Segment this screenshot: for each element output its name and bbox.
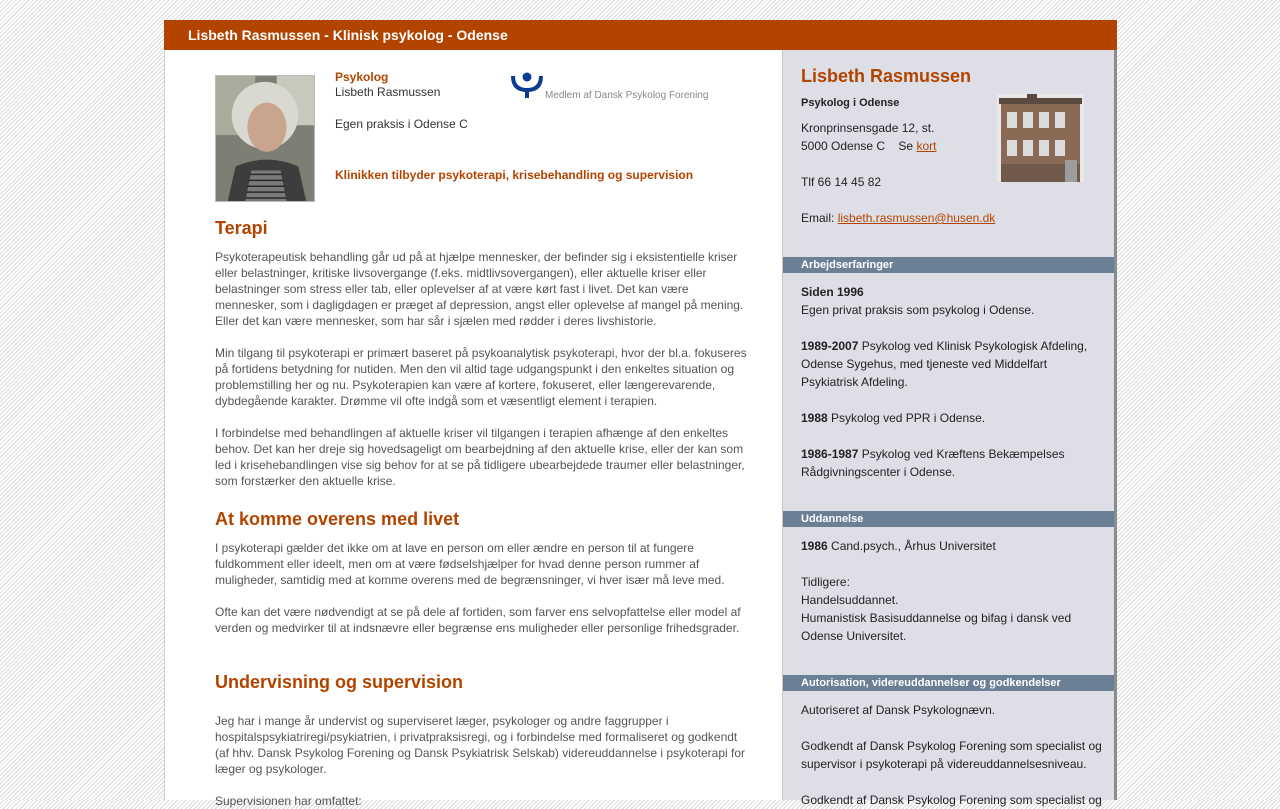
sidebar <box>782 50 1115 807</box>
address-line-1: Kronprinsensgade 12, st. <box>801 121 935 135</box>
terapi-paragraph-2: Min tilgang til psykoterapi er primært baseret på psykoanalytisk psykoterapi, hvor der bl.a. fokuseres på fortidens betydning for nutiden. Men den vil altid tage udgangspunkt i den enkeltes situation og problemstilling her og nu. Psykoterapien kan være af kortere, fokuseret, eller længerevarende, dybdegående karakter. Drømme vil ofte indgå som et væsentligt element i terapien. <box>215 346 747 408</box>
experience-year: Siden 1996 <box>801 285 864 299</box>
address-postcode: 5000 Odense C <box>801 139 886 153</box>
experience-item <box>801 337 1101 391</box>
experience-item <box>801 283 1101 319</box>
education-previous <box>801 573 1101 645</box>
site-title: Lisbeth Rasmussen - Klinisk psykolog - Odense <box>188 27 508 43</box>
education-previous-1: Handelsuddannet. <box>801 593 899 607</box>
experience-text: Egen privat praksis som psykolog i Odense. <box>801 303 1035 317</box>
terapi-paragraph-1: Psykoterapeutisk behandling går ud på at hjælpe mennesker, der befinder sig i eksistentielle kriser eller belastninger, kritiske livsovergange (f.eks. midtlivsovergangen), eller aktuelle kriser eller belastninger som stress eller tab, eller oplevelser af at være kørt fast i livet. Det kan være mennesker, som i dagligdagen er præget af depression, angst eller oplevelse af mangel på mening. Eller det kan være mennesker, som har sår i sjælen med rødder i deres livshistorie. <box>215 250 744 328</box>
undervisning-paragraph-1: Jeg har i mange år undervist og superviseret læger, psykologer og andre faggrupper i hospitalspsykiatriregi/psykiatrien, i privatpraksisregi, og i forbindelse med formaliseret og godkendt (af hhv. Dansk Psykolog Forening og Dansk Psykiatrisk Selskab) videreuddannelse i psykoterapi for læger og psykologer. <box>215 714 746 776</box>
heading-terapi: Terapi <box>215 218 268 238</box>
intro-role: Psykolog <box>335 70 389 84</box>
main-content <box>164 50 782 808</box>
tagline: Klinikken tilbyder psykoterapi, krisebehandling og supervision <box>335 168 694 182</box>
intro-name: Lisbeth Rasmussen <box>335 85 441 99</box>
sidebar-subtitle: Psykolog i Odense <box>801 97 900 109</box>
header-bar <box>164 20 1117 50</box>
heading-livet: At komme overens med livet <box>215 509 460 529</box>
experience-year: 1986-1987 <box>801 447 859 461</box>
map-link[interactable]: kort <box>916 139 937 153</box>
undervisning-paragraph-2: Supervisionen har omfattet: <box>215 794 362 808</box>
address-line-2 <box>801 137 936 155</box>
education-previous-2: Humanistisk Basisuddannelse og bifag i dansk ved Odense Universitet. <box>801 611 1072 643</box>
sidebar-name: Lisbeth Rasmussen <box>801 66 972 86</box>
authorisation-1: Autoriseret af Dansk Psykolognævn. <box>801 703 996 717</box>
education-year: 1986 <box>801 539 828 553</box>
experience-title: Arbejdserfaringer <box>801 259 894 271</box>
livet-paragraph-1: I psykoterapi gælder det ikke om at lave en person om eller ændre en person til at fungere fuldkomment eller ideelt, men om at være fødselshjælper for hvad denne person rummer af muligheder, samtidig med at komme overens med de begrænsninger, vi hver især må leve med. <box>215 541 725 587</box>
authorisation-2: Godkendt af Dansk Psykolog Forening som specialist og supervisor i psykoterapi på videreuddannelsesniveau. <box>801 739 1102 771</box>
email-line <box>801 209 995 227</box>
sidebar-shadow <box>1114 50 1117 800</box>
education-previous-label: Tidligere: <box>801 575 850 589</box>
experience-item <box>801 409 1101 427</box>
email-label: Email: <box>801 211 835 225</box>
authorisation-3: Godkendt af Dansk Psykolog Forening som specialist og <box>801 793 1102 807</box>
experience-text: Psykolog ved PPR i Odense. <box>831 411 986 425</box>
section-bar-education <box>783 511 1115 527</box>
experience-item <box>801 445 1101 481</box>
member-text: Medlem af Dansk Psykolog Forening <box>545 90 709 101</box>
phone: Tlf 66 14 45 82 <box>801 175 882 189</box>
intro-practice: Egen praksis i Odense C <box>335 117 468 131</box>
experience-year: 1989-2007 <box>801 339 859 353</box>
experience-text: Psykolog ved Kræftens Bekæmpelses Rådgivningscenter i Odense. <box>801 447 1065 479</box>
education-title: Uddannelse <box>801 513 864 525</box>
terapi-paragraph-3: I forbindelse med behandlingen af aktuelle kriser vil tilgangen i terapien afhænge af den enkeltes behov. Det kan her dreje sig hovedsageligt om bearbejdning af den aktuelle krise, eller der kan som led i krisehebandlingen vise sig behov for at se på tidligere ubearbejdede traumer eller belastninger, som forstærker den aktuelle krise. <box>215 426 745 488</box>
authorisation-title: Autorisation, videreuddannelser og godkendelser <box>801 677 1061 689</box>
see-label: Se <box>898 139 914 153</box>
page-container <box>164 20 1117 808</box>
clinic-building-photo <box>997 94 1084 182</box>
livet-paragraph-2: Ofte kan det være nødvendigt at se på dele af fortiden, som farver ens selvopfattelse eller model af verden og medvirker til at indsnævre eller begrænse ens muligheder eller personlige frihedsgrader. <box>215 605 741 635</box>
education-item <box>801 537 1101 555</box>
section-bar-authorisation <box>783 675 1115 691</box>
education-text: Cand.psych., Århus Universitet <box>831 539 996 553</box>
portrait-photo <box>215 75 315 202</box>
heading-undervisning: Undervisning og supervision <box>215 672 464 692</box>
experience-text: Psykolog ved Klinisk Psykologisk Afdeling, Odense Sygehus, med tjeneste ved Middelfart Psykiatrisk Afdeling. <box>801 339 1088 389</box>
dpf-logo-icon <box>509 70 545 100</box>
section-bar-experience <box>783 257 1115 273</box>
experience-year: 1988 <box>801 411 828 425</box>
email-link[interactable]: lisbeth.rasmussen@husen.dk <box>837 211 996 225</box>
